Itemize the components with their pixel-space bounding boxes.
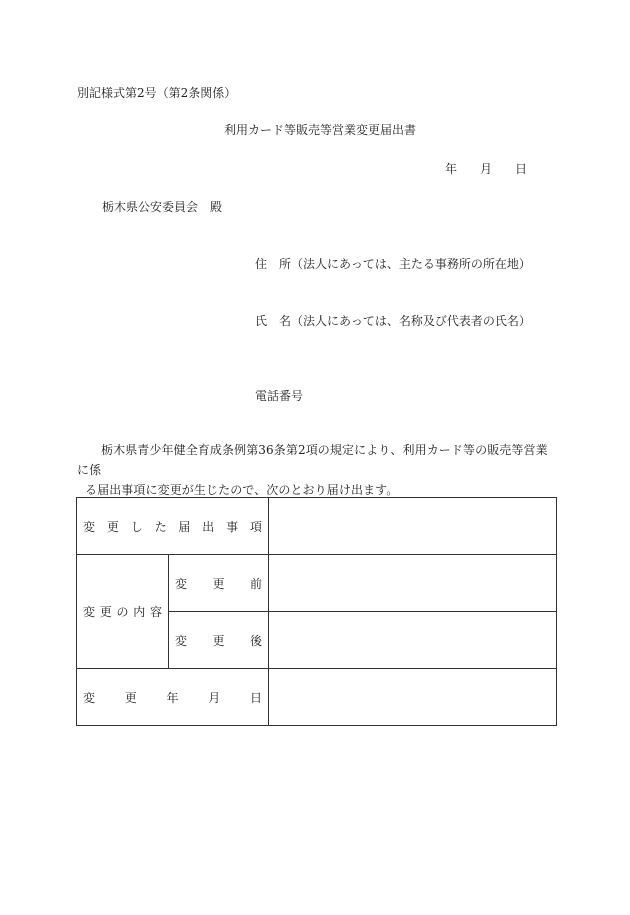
after-field[interactable] [269, 612, 557, 669]
changed-item-field[interactable] [269, 498, 557, 555]
table-row-before [77, 555, 557, 612]
before-field[interactable] [269, 555, 557, 612]
change-content-label: 変更の内容 [77, 555, 169, 669]
form-reference: 別記様式第2号（第2条関係） [77, 86, 237, 100]
table-row-changed-item [77, 498, 557, 555]
date-day-label: 日 [515, 162, 528, 176]
document-title: 利用カード等販売等営業変更届出書 [223, 123, 416, 137]
changed-item-label: 変更した届出事項 [77, 498, 269, 555]
date-month-label: 月 [480, 162, 493, 176]
declaration-line-1: 栃木県青少年健全育成条例第36条第2項の規定により、利用カード等の販売等営業に係 [77, 443, 548, 477]
declaration-text [77, 440, 557, 500]
applicant-address-label: 住 所（法人にあっては、主たる事務所の所在地） [255, 257, 531, 271]
change-date-field[interactable] [269, 669, 557, 726]
table-row-change-date [77, 669, 557, 726]
addressee: 栃木県公安委員会 殿 [102, 200, 223, 214]
declaration-line-2: る届出事項に変更が生じたので、次のとおり届け出ます。 [85, 483, 399, 497]
date-year-label: 年 [445, 162, 458, 176]
applicant-name-label: 氏 名（法人にあっては、名称及び代表者の氏名） [255, 314, 531, 328]
before-label: 変更前 [169, 555, 269, 612]
change-date-label: 変更年月日 [77, 669, 269, 726]
applicant-phone-label: 電話番号 [255, 389, 304, 403]
change-form-table [76, 497, 557, 726]
after-label: 変更後 [169, 612, 269, 669]
